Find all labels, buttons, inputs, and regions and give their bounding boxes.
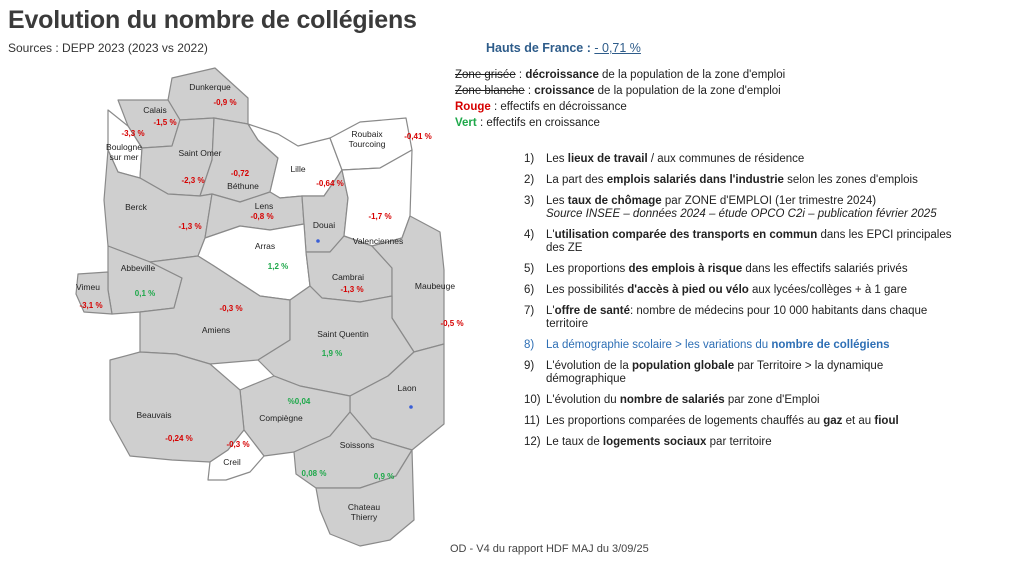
indicator-item: 3) Les taux de chômage par ZONE d'EMPLOI (1er trimestre 2024) Source INSEE – données 2024 – étude OPCO C2i – publication février 2025	[524, 195, 937, 220]
indicator-item: 9) L'évolution de la population globale par Territoire > la dynamique démographique	[524, 360, 884, 385]
page-title: Evolution du nombre de collégiens	[8, 6, 417, 34]
zone-value-vimeu: -3,1 %	[79, 301, 103, 310]
indicator-number: 10)	[524, 394, 541, 406]
zone-value-saint-omer: -2,3 %	[181, 176, 205, 185]
indicator-number: 3)	[524, 195, 535, 207]
zone-value-boulogne-sur-mer: -3,3 %	[121, 129, 145, 138]
legend	[455, 67, 785, 131]
zone-beauvais	[110, 352, 244, 462]
legend-white: Zone blanche : croissance de la population de la zone d'emploi	[455, 85, 781, 97]
zone-value-beauvais: -0,24 %	[165, 434, 193, 443]
zone-name-bethune: Béthune	[227, 181, 259, 191]
zone-name-saint-omer: Saint Omer	[178, 148, 222, 158]
zone-name-beauvais: Beauvais	[136, 410, 172, 420]
indicator-item: 12) Le taux de logements sociaux par territoire	[524, 436, 772, 448]
legend-grey: Zone grisée : décroissance de la population de la zone d'emploi	[455, 69, 786, 81]
indicator-item: 1) Les lieux de travail / aux communes de résidence	[524, 153, 805, 165]
zone-name-vimeu: Vimeu	[76, 282, 100, 292]
indicator-number: 8)	[524, 339, 535, 351]
indicator-number: 5)	[524, 263, 535, 275]
footer-note: OD - V4 du rapport HDF MAJ du 3/09/25	[450, 543, 649, 555]
zones-map	[0, 0, 464, 576]
zone-name-amiens: Amiens	[201, 325, 231, 335]
zone-name-cambrai: Cambrai	[331, 272, 365, 282]
indicator-number: 1)	[524, 153, 535, 165]
region-label: Hauts de France :	[486, 41, 591, 55]
zone-name-berck: Berck	[125, 202, 147, 212]
zone-name-creil: Creil	[223, 457, 241, 467]
indicator-item: 7) L'offre de santé: nombre de médecins pour 10 000 habitants dans chaque territoire	[524, 305, 928, 330]
zone-name-arras: Arras	[254, 241, 276, 251]
zone-value-calais: -1,5 %	[153, 118, 177, 127]
region-total	[486, 41, 641, 55]
zone-value-bethune: -0,72	[230, 169, 250, 178]
indicator-number: 6)	[524, 284, 535, 296]
zone-name-roubaix-tourcoing: Roubaix Tourcoing	[348, 129, 386, 149]
zone-name-lille: Lille	[290, 164, 306, 174]
indicator-number: 2)	[524, 174, 535, 186]
zone-name-soissons: Soissons	[339, 440, 375, 450]
legend-red: Rouge : effectifs en décroissance	[455, 101, 627, 113]
zone-name-chateau-thierry: Chateau Thierry	[347, 502, 381, 522]
indicator-number: 12)	[524, 436, 541, 448]
region-value: - 0,71 %	[594, 41, 641, 55]
laon-marker	[409, 405, 413, 409]
zone-name-lens: Lens	[254, 201, 274, 211]
indicator-number: 11)	[524, 415, 540, 427]
zone-value-chateau-thierry: 0,9 %	[373, 472, 395, 481]
zone-name-compiegne: Compiègne	[259, 413, 303, 423]
indicator-item: 4) L'utilisation comparée des transports en commun dans les EPCI principales des ZE	[524, 229, 952, 254]
zone-name-saint-quentin: Saint Quentin	[317, 329, 369, 339]
zone-value-arras: 1,2 %	[267, 262, 289, 271]
zone-name-maubeuge: Maubeuge	[414, 281, 456, 291]
indicator-item: 6) Les possibilités d'accès à pied ou vélo aux lycées/collèges + à 1 gare	[524, 284, 908, 296]
zone-value-berck: -1,3 %	[178, 222, 202, 231]
zone-value-amiens: -0,3 %	[219, 304, 243, 313]
zone-name-douai: Douai	[312, 220, 336, 230]
zone-name-dunkerque: Dunkerque	[189, 82, 231, 92]
zone-value-dunkerque: -0,9 %	[213, 98, 237, 107]
zone-name-valenciennes: Valenciennes	[352, 236, 404, 246]
sources-caption: Sources : DEPP 2023 (2023 vs 2022)	[8, 41, 208, 55]
indicator-number: 7)	[524, 305, 535, 317]
zone-value-creil: -0,3 %	[226, 440, 250, 449]
zone-value-lille: -0,64 %	[316, 179, 344, 188]
zone-name-boulogne-sur-mer: Boulogne sur mer	[106, 142, 142, 162]
indicator-list	[524, 153, 964, 457]
legend-green: Vert : effectifs en croissance	[455, 117, 600, 129]
zone-value-lens: -0,8 %	[250, 212, 274, 221]
zone-name-laon: Laon	[397, 383, 417, 393]
zone-value-roubaix-tourcoing: -0,41 %	[404, 132, 432, 141]
indicator-item: 11) Les proportions comparées de logements chauffés au gaz et au fioul	[524, 415, 899, 427]
zone-value-cambrai: -1,3 %	[340, 285, 364, 294]
zone-value-compiegne: %0,04	[287, 397, 311, 406]
zone-name-calais: Calais	[143, 105, 167, 115]
indicator-number: 4)	[524, 229, 535, 241]
zone-value-saint-quentin: 1,9 %	[321, 349, 343, 358]
indicator-item: 2) La part des emplois salariés dans l'industrie selon les zones d'emplois	[524, 174, 918, 186]
zone-value-maubeuge: -0,5 %	[440, 319, 464, 328]
zone-value-abbeville: 0,1 %	[134, 289, 156, 298]
zone-value-soissons: 0,08 %	[301, 469, 327, 478]
indicator-item: 10) L'évolution du nombre de salariés par zone d'Emploi	[524, 394, 820, 406]
indicator-item: 8) La démographie scolaire > les variations du nombre de collégiens	[524, 339, 890, 351]
zone-dunkerque	[168, 68, 248, 124]
indicator-number: 9)	[524, 360, 535, 372]
zone-name-abbeville: Abbeville	[120, 263, 156, 273]
indicator-item: 5) Les proportions des emplois à risque dans les effectifs salariés privés	[524, 263, 908, 275]
zone-value-valenciennes: -1,7 %	[368, 212, 392, 221]
douai-marker	[316, 239, 320, 243]
